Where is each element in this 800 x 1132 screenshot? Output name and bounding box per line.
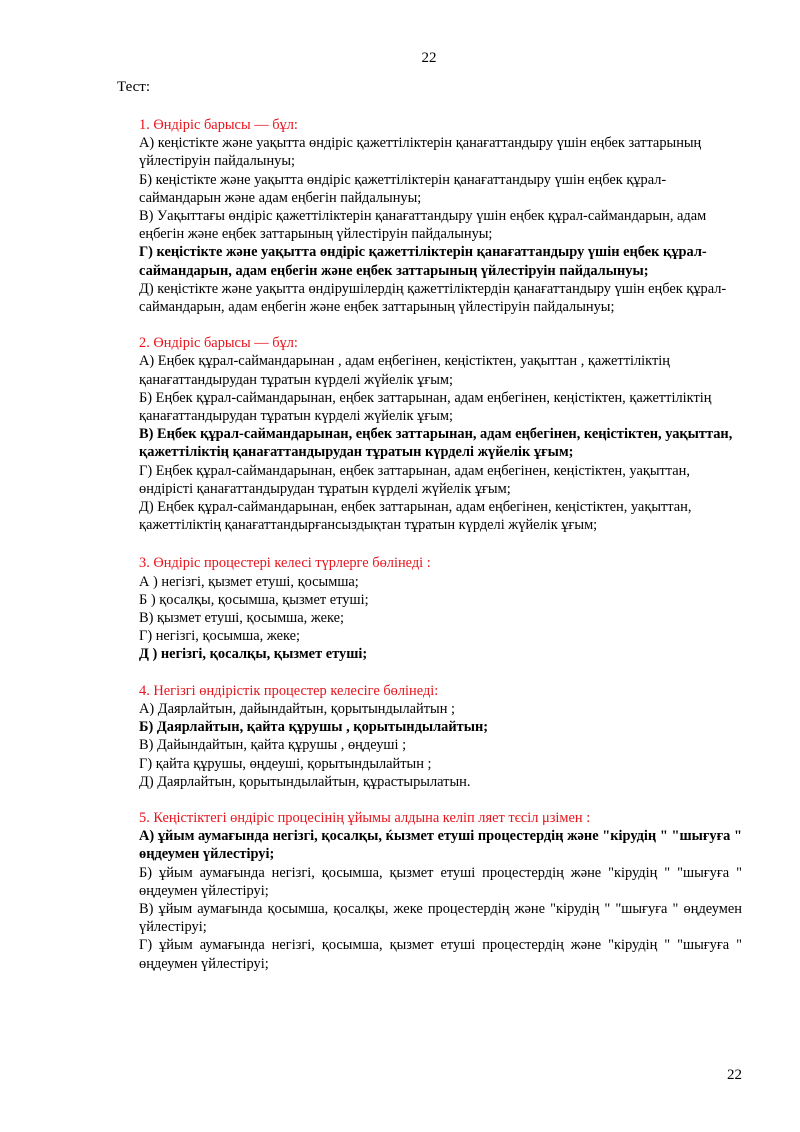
answer-option: Д) кеңістікте және уақытта өндірушілердің қажеттіліктердін қанағаттандыру үшін еңбек құрал-саймандарын, адам еңбегін және еңбек заттарының үйлестіруін пайдалынуы;	[139, 280, 727, 316]
answer-option-correct: Б) Даярлайтын, қайта құрушы , қорытындылайтын;	[139, 719, 489, 736]
page-number-bottom: 22	[727, 1067, 742, 1083]
answer-option-correct: А) ұйым аумағында негізгі, қосалқы, ќызмет етуші процестердің және "кірудің " "шығуға " өңдеумен үйлестіруі;	[139, 828, 742, 863]
answer-option: Г) негізгі, қосымша, жеке;	[139, 628, 301, 645]
question-3	[139, 554, 742, 663]
answer-option-correct: В) Еңбек құрал-саймандарынан, еңбек заттарынан, адам еңбегінен, кеңістіктен, уақыттан, қажеттіліктің қанағаттандырудан тұратын күрделі жүйелік ұғым;	[139, 426, 733, 461]
answer-option: Б) кеңістікте және уақытта өндіріс қажеттіліктерін қанағаттандыру үшін еңбек құрал-саймандарын және адам еңбегін пайдалынуы;	[139, 171, 667, 206]
answer-option: Г) қайта құрушы, өңдеуші, қорытындылайтын ;	[139, 755, 432, 772]
answer-option: В) қызмет етуші, қосымша, жеке;	[139, 610, 344, 627]
answer-option-correct: Д ) негізгі, қосалқы, қызмет етуші;	[139, 646, 368, 663]
test-content	[139, 116, 742, 991]
answer-option: Б) ұйым аумағында негізгі, қосымша, қызмет етуші процестердің және "кірудің " "шығуға " өңдеумен үйлестіруі;	[139, 864, 742, 899]
page-number-top: 22	[421, 50, 437, 66]
question-title: 3. Өндіріс процестері келесі түрлерге бөлінеді :	[139, 555, 431, 572]
answer-option: Г) Еңбек құрал-саймандарынан, еңбек заттарынан, адам еңбегінен, кеңістіктен, уақыттан, өндірісті қанағаттандырудан тұратын күрделі жүйелік ұғым;	[139, 462, 690, 497]
question-5	[139, 809, 742, 973]
answer-option: Д) Еңбек құрал-саймандарынан, еңбек заттарынан, адам еңбегінен, кеңістіктен, уақыттан, қажеттіліктің қанағаттандырғансыздықтан тұратын күрделі жүйелік ұғым;	[139, 499, 692, 534]
test-heading: Тест:	[117, 79, 151, 95]
question-title: 5. Кеңістіктегі өндіріс процесінің ұйымы алдына келіп ляет тєсіл μзімен :	[139, 809, 591, 826]
answer-option-correct: Г) кеңістікте және уақытта өндіріс қажеттіліктерін қанағаттандыру үшін еңбек құрал-саймандарын, адам еңбегін және еңбек заттарының үйлестіруін пайдалынуы;	[139, 244, 707, 279]
answer-option: А) Даярлайтын, дайындайтын, қорытындылайтын ;	[139, 700, 456, 717]
question-1	[139, 116, 742, 316]
question-2	[139, 334, 742, 534]
question-title: 2. Өндіріс барысы — бұл:	[139, 335, 298, 352]
question-title: 1. Өндіріс барысы — бұл:	[139, 117, 298, 133]
answer-option: Г) ұйым аумағында негізгі, қосымша, қызмет етуші процестердің және "кірудің " "шығуға " өңдеумен үйлестіруі;	[139, 937, 742, 972]
answer-option: Б ) қосалқы, қосымша, қызмет етуші;	[139, 591, 369, 608]
answer-option: Б) Еңбек құрал-саймандарынан, еңбек заттарынан, адам еңбегінен, кеңістіктен, қажеттіліктің қанағаттандырудан тұратын күрделі жүйелік ұғым;	[139, 389, 712, 425]
question-4	[139, 682, 742, 791]
answer-option: В) Дайындайтын, қайта құрушы , өңдеуші ;	[139, 737, 407, 754]
answer-option: В) ұйым аумағында қосымша, қосалқы, жеке процестердің және "кірудің " "шығуға " өңдеумен үйлестіруі;	[139, 900, 742, 936]
question-title: 4. Негізгі өндірістік процестер келесіге бөлінеді:	[139, 682, 439, 699]
answer-option: А) кеңістікте және уақытта өндіріс қажеттіліктерін қанағаттандыру үшін еңбек заттарының үйлестіруін пайдалынуы;	[139, 135, 702, 170]
answer-option: А) Еңбек құрал-саймандарынан , адам еңбегінен, кеңістіктен, уақыттан , қажеттіліктің қанағаттандырудан тұратын күрделі жүйелік ұғым;	[139, 353, 670, 388]
answer-option: В) Уақыттағы өндіріс қажеттіліктерін қанағаттандыру үшін еңбек құрал-саймандарын, адам еңбегін және еңбек заттарының үйлестіруін пайдалынуы;	[139, 208, 707, 243]
answer-option: А ) негізгі, қызмет етуші, қосымша;	[139, 573, 359, 590]
answer-option: Д) Даярлайтын, қорытындылайтын, құрастырылатын.	[139, 773, 471, 790]
